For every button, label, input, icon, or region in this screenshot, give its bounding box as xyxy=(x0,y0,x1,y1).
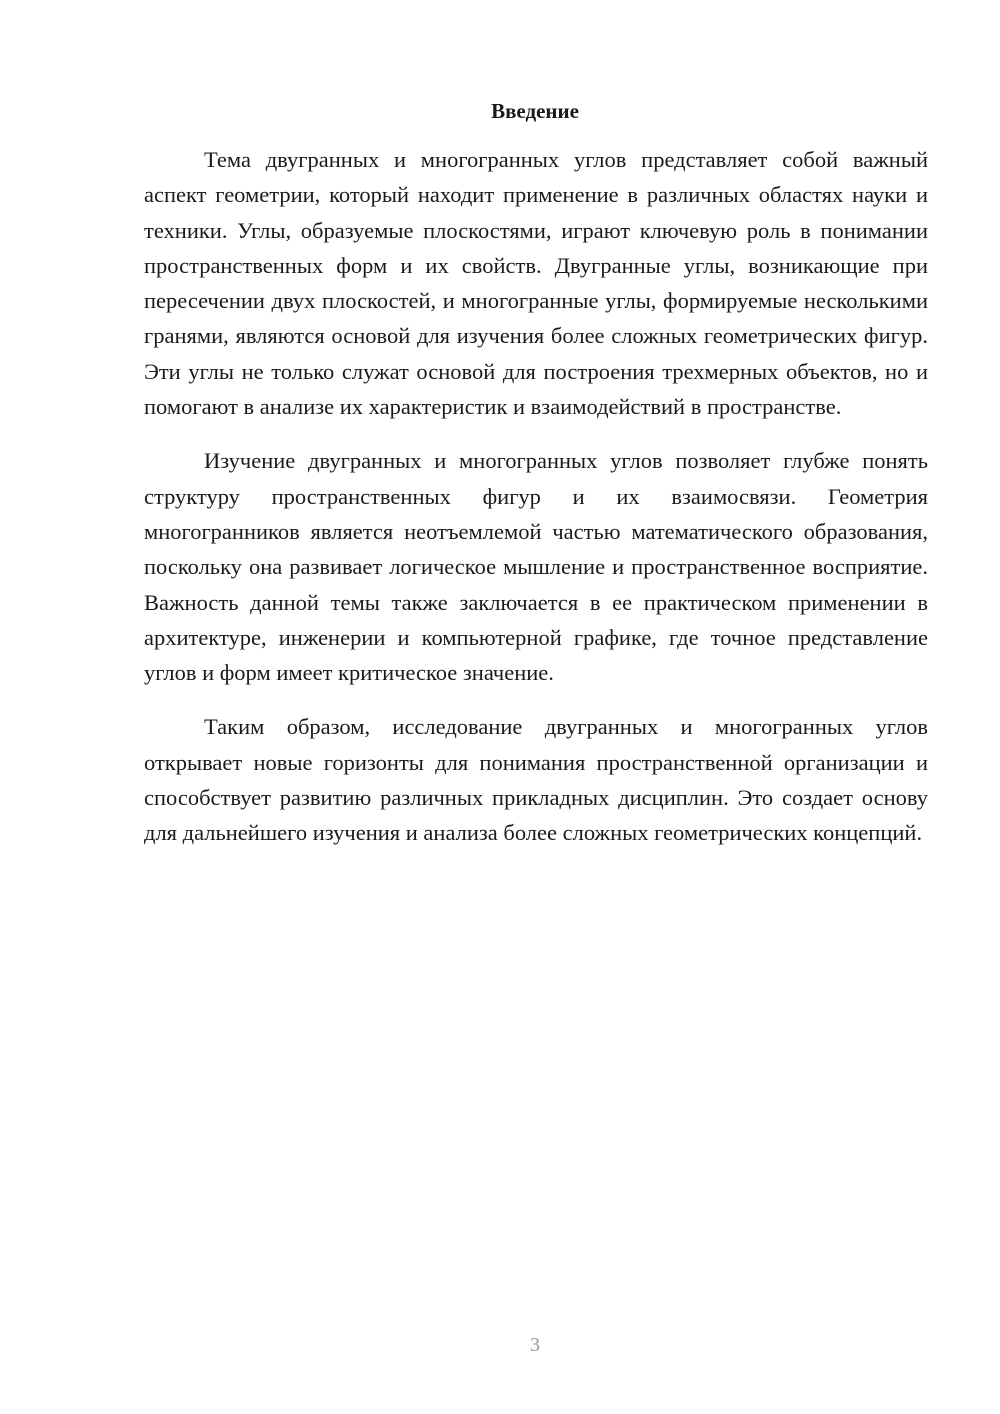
page-title: Введение xyxy=(491,99,579,123)
paragraph-3: Таким образом, исследование двугранных и многогранных углов открывает новые горизонты для понимания пространственной организации и способствует развитию различных прикладных дисциплин. Это создает основу для дальнейшего изучения и анализа более сложных геометрических концепций. xyxy=(144,714,928,846)
page-number: 3 xyxy=(530,1334,540,1356)
paragraph-1: Тема двугранных и многогранных углов представляет собой важный аспект геометрии, который находит применение в различных областях науки и техники. Углы, образуемые плоскостями, играют ключевую роль в понимании пространственных форм и их свойств. Двугранные углы, возникающие при пересечении двух плоскостей, и многогранные углы, формируемые несколькими гранями, являются основой для изучения более сложных геометрических фигур. Эти углы не только служат основой для построения трехмерных объектов, но и помогают в анализе их характеристик и взаимодействий в пространстве. xyxy=(144,147,928,420)
document-body xyxy=(144,142,928,870)
paragraph-2: Изучение двугранных и многогранных углов позволяет глубже понять структуру пространственных фигур и их взаимосвязи. Геометрия многогранников является неотъемлемой частью математического образования, поскольку она развивает логическое мышление и пространственное восприятие. Важность данной темы также заключается в ее практическом применении в архитектуре, инженерии и компьютерной графике, где точное представление углов и форм имеет критическое значение. xyxy=(144,448,928,686)
